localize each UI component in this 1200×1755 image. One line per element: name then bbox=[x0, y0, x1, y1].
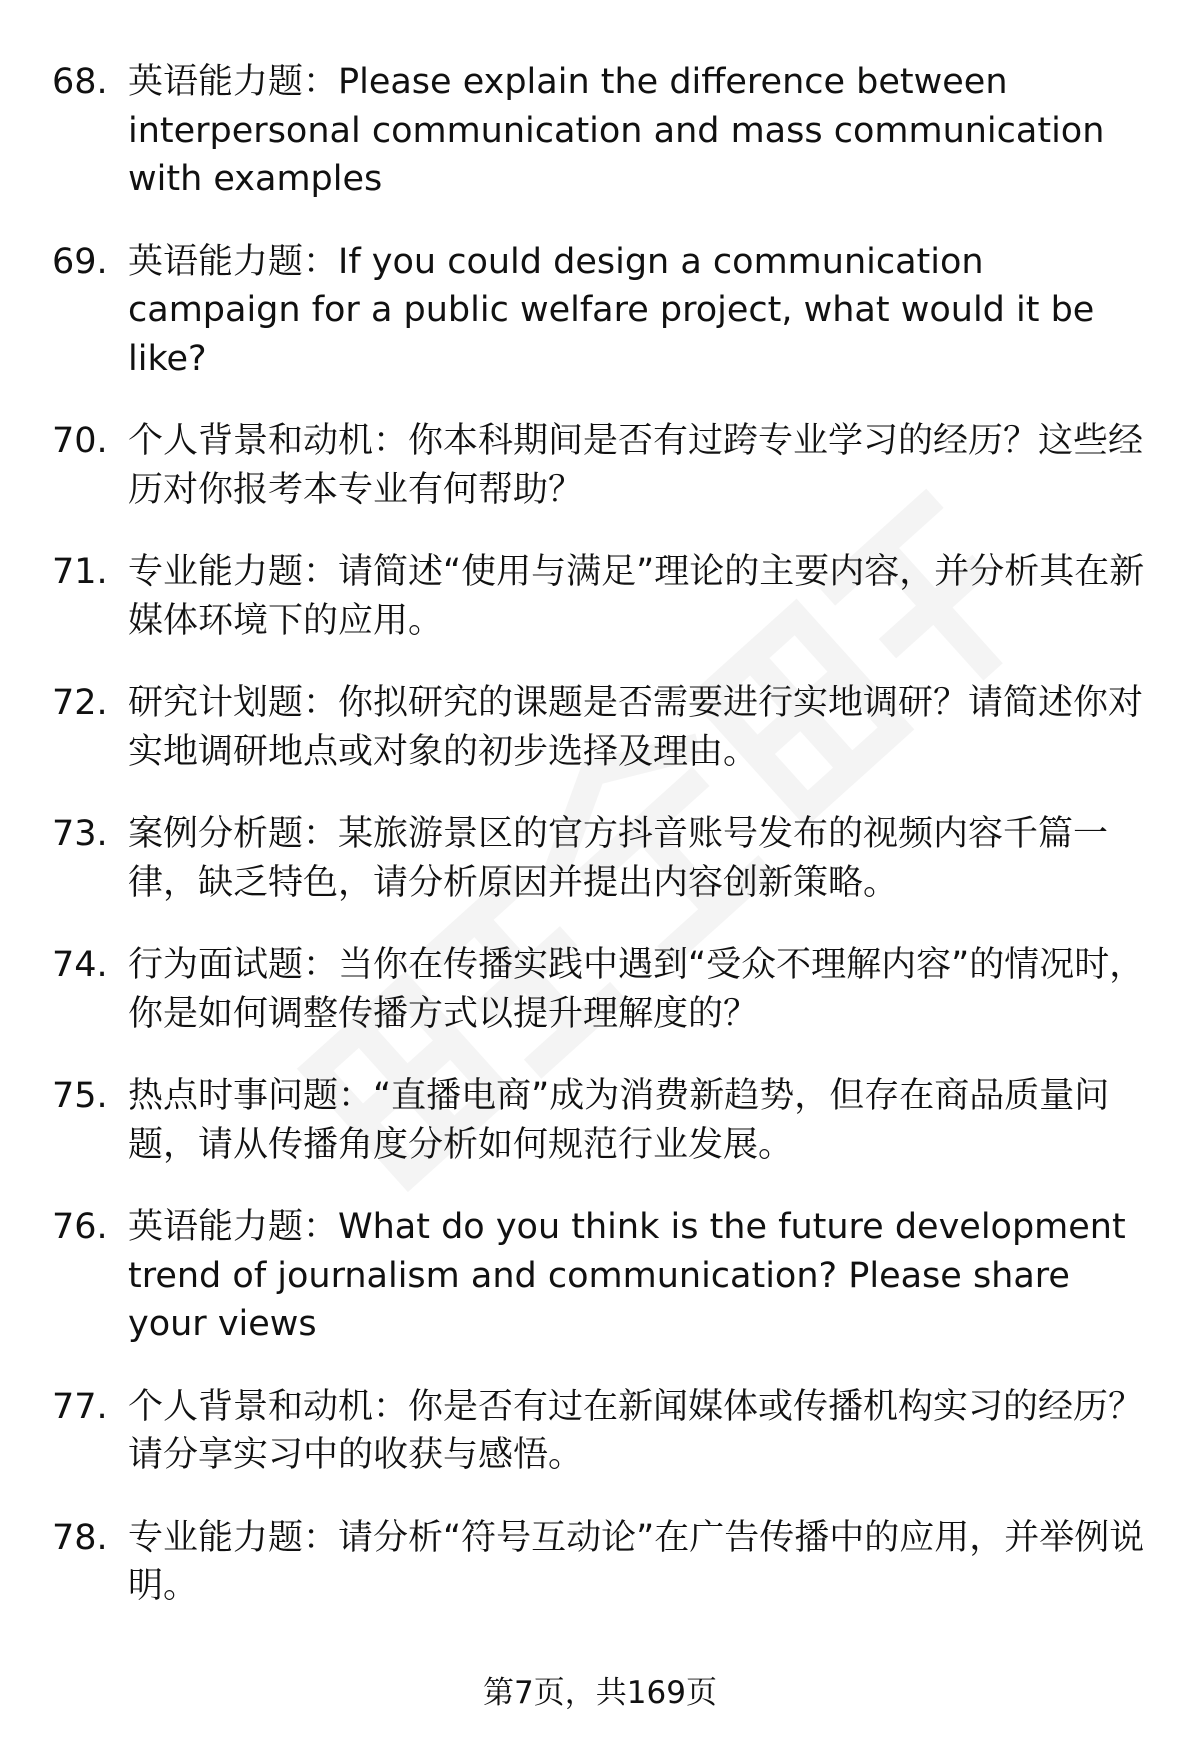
question-item-75 bbox=[52, 1072, 1152, 1169]
question-item-69 bbox=[52, 238, 1152, 384]
question-number: 72. bbox=[52, 683, 108, 723]
question-text: 专业能力题：请分析“符号互动论”在广告传播中的应用，并举例说明。 bbox=[128, 1517, 1145, 1606]
question-text: 英语能力题：Please explain the difference between interpersonal communication and mass communication with examples bbox=[128, 62, 1105, 199]
question-item-74 bbox=[52, 941, 1152, 1038]
question-number: 71. bbox=[52, 552, 108, 592]
question-number: 78. bbox=[52, 1517, 108, 1558]
question-item-70 bbox=[52, 417, 1152, 514]
question-list bbox=[52, 58, 1152, 1645]
question-text: 英语能力题：What do you think is the future development trend of journalism and communication? Please share your views bbox=[128, 1207, 1126, 1344]
question-number: 70. bbox=[52, 421, 108, 461]
question-text: 个人背景和动机：你本科期间是否有过跨专业学习的经历？这些经历对你报考本专业有何帮助？ bbox=[128, 421, 1144, 510]
question-number: 69. bbox=[52, 241, 108, 282]
question-text: 研究计划题：你拟研究的课题是否需要进行实地调研？请简述你对实地调研地点或对象的初步选择及理由。 bbox=[128, 683, 1144, 772]
question-item-72 bbox=[52, 679, 1152, 776]
question-number: 75. bbox=[52, 1076, 108, 1116]
question-number: 74. bbox=[52, 945, 108, 985]
question-item-78 bbox=[52, 1514, 1152, 1611]
question-item-77 bbox=[52, 1383, 1152, 1480]
question-item-73 bbox=[52, 810, 1152, 907]
question-text: 英语能力题：If you could design a communication campaign for a public welfare project, what would it be like? bbox=[128, 241, 1095, 379]
question-number: 77. bbox=[52, 1386, 108, 1427]
question-text: 热点时事问题：“直播电商”成为消费新趋势，但存在商品质量问题，请从传播角度分析如何规范行业发展。 bbox=[128, 1076, 1110, 1165]
question-text: 案例分析题：某旅游景区的官方抖音账号发布的视频内容千篇一律，缺乏特色，请分析原因并提出内容创新策略。 bbox=[128, 814, 1109, 903]
question-text: 行为面试题：当你在传播实践中遇到“受众不理解内容”的情况时，你是如何调整传播方式以提升理解度的？ bbox=[128, 945, 1145, 1034]
question-number: 73. bbox=[52, 814, 108, 854]
question-item-68 bbox=[52, 58, 1152, 204]
question-text: 个人背景和动机：你是否有过在新闻媒体或传播机构实习的经历？请分享实习中的收获与感悟。 bbox=[128, 1386, 1144, 1475]
page-footer: 第7页，共169页 bbox=[483, 1675, 717, 1711]
question-text: 专业能力题：请简述“使用与满足”理论的主要内容，并分析其在新媒体环境下的应用。 bbox=[128, 552, 1145, 641]
question-number: 68. bbox=[52, 62, 108, 102]
question-number: 76. bbox=[52, 1207, 108, 1247]
question-item-71 bbox=[52, 548, 1152, 645]
question-item-76 bbox=[52, 1203, 1152, 1349]
